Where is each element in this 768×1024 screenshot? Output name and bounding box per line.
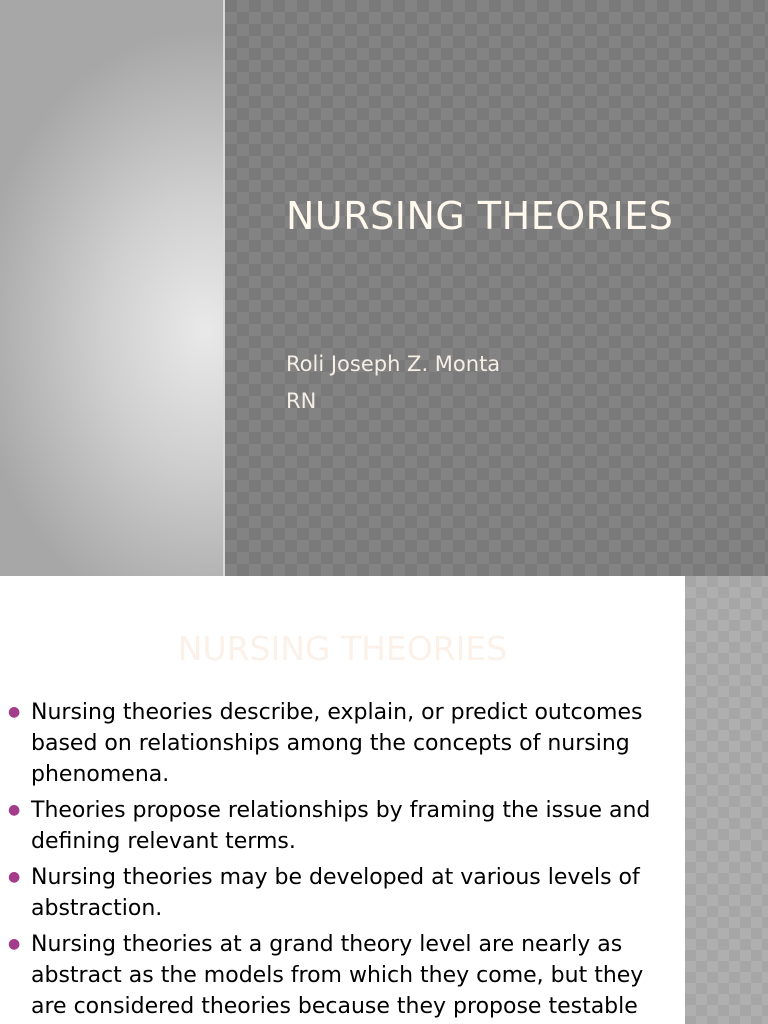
bullet-dot-icon: ● — [8, 869, 21, 885]
bullet-dot-icon: ● — [8, 936, 21, 952]
title-slide-pattern-panel — [225, 0, 768, 576]
bullet-item — [8, 862, 678, 924]
content-slide-pattern-stripe — [685, 576, 768, 1024]
content-slide-title: NURSING THEORIES — [177, 629, 508, 668]
bullet-text: Nursing theories describe, explain, or predict outcomes based on relationships among the concepts of nursing phenomena. — [31, 700, 643, 787]
content-slide — [0, 576, 768, 1024]
bullet-item — [8, 697, 678, 790]
slide-subtitle — [286, 346, 500, 420]
author-name: Roli Joseph Z. Monta — [286, 352, 501, 376]
slide-title: NURSING THEORIES — [286, 194, 674, 238]
bullet-text: Nursing theories may be developed at various levels of abstraction. — [31, 865, 640, 921]
bullet-item — [8, 929, 678, 1022]
bullet-text: Theories propose relationships by framing the issue and defining relevant terms. — [31, 798, 651, 854]
title-slide-left-panel — [0, 0, 223, 576]
author-credential: RN — [286, 389, 317, 413]
bullet-item — [8, 795, 678, 857]
bullet-list — [8, 697, 678, 1024]
bullet-text: Nursing theories at a grand theory level are nearly as abstract as the models from which they come, but they are considered theories because they propose testable — [31, 932, 644, 1019]
bullet-dot-icon: ● — [8, 802, 21, 818]
bullet-dot-icon: ● — [8, 704, 21, 720]
